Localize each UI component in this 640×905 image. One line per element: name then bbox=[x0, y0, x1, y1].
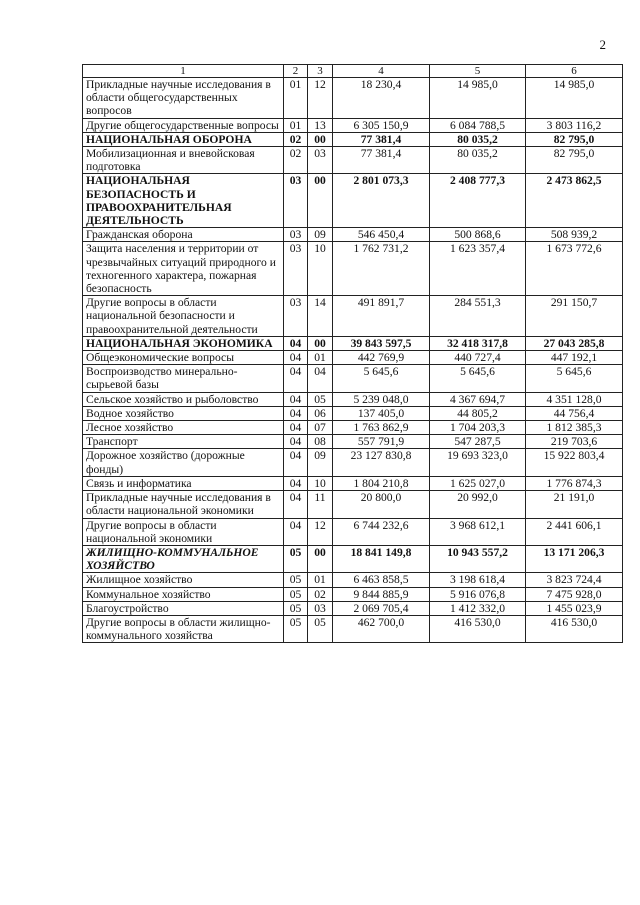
value-cell: 1 763 862,9 bbox=[333, 421, 430, 435]
value-cell: 557 791,9 bbox=[333, 435, 430, 449]
value-cell: 80 035,2 bbox=[430, 132, 526, 146]
table-row bbox=[83, 228, 623, 242]
table-row bbox=[83, 351, 623, 365]
value-cell: 3 198 618,4 bbox=[430, 573, 526, 587]
value-cell: 1 804 210,8 bbox=[333, 476, 430, 490]
value-cell: 1 412 332,0 bbox=[430, 601, 526, 615]
subsection-code-cell: 09 bbox=[308, 228, 333, 242]
value-cell: 1 625 027,0 bbox=[430, 476, 526, 490]
budget-table-body bbox=[83, 65, 623, 643]
value-cell: 13 171 206,3 bbox=[526, 545, 623, 572]
value-cell: 6 305 150,9 bbox=[333, 118, 430, 132]
header-cell: 1 bbox=[83, 65, 284, 78]
row-name-cell: Лесное хозяйство bbox=[83, 421, 284, 435]
section-code-cell: 04 bbox=[284, 449, 308, 476]
value-cell: 10 943 557,2 bbox=[430, 545, 526, 572]
subsection-code-cell: 09 bbox=[308, 449, 333, 476]
row-name-cell: Водное хозяйство bbox=[83, 406, 284, 420]
subsection-code-cell: 06 bbox=[308, 406, 333, 420]
value-cell: 5 645,6 bbox=[526, 365, 623, 392]
value-cell: 416 530,0 bbox=[526, 615, 623, 642]
subsection-code-cell: 03 bbox=[308, 147, 333, 174]
value-cell: 1 623 357,4 bbox=[430, 242, 526, 296]
value-cell: 1 673 772,6 bbox=[526, 242, 623, 296]
row-name-cell: Дорожное хозяйство (дорожные фонды) bbox=[83, 449, 284, 476]
header-cell: 5 bbox=[430, 65, 526, 78]
table-row bbox=[83, 421, 623, 435]
subsection-code-cell: 11 bbox=[308, 491, 333, 518]
value-cell: 3 968 612,1 bbox=[430, 518, 526, 545]
value-cell: 5 645,6 bbox=[333, 365, 430, 392]
value-cell: 284 551,3 bbox=[430, 296, 526, 337]
table-row bbox=[83, 296, 623, 337]
value-cell: 18 230,4 bbox=[333, 78, 430, 119]
value-cell: 462 700,0 bbox=[333, 615, 430, 642]
row-name-cell: Общеэкономические вопросы bbox=[83, 351, 284, 365]
subsection-code-cell: 02 bbox=[308, 587, 333, 601]
row-name-cell: Сельское хозяйство и рыболовство bbox=[83, 392, 284, 406]
value-cell: 7 475 928,0 bbox=[526, 587, 623, 601]
subsection-code-cell: 03 bbox=[308, 601, 333, 615]
value-cell: 6 463 858,5 bbox=[333, 573, 430, 587]
row-name-cell: Другие общегосударственные вопросы bbox=[83, 118, 284, 132]
row-name-cell: НАЦИОНАЛЬНАЯ БЕЗОПАСНОСТЬ И ПРАВООХРАНИТЕЛЬНАЯ ДЕЯТЕЛЬНОСТЬ bbox=[83, 174, 284, 228]
value-cell: 3 803 116,2 bbox=[526, 118, 623, 132]
section-code-cell: 04 bbox=[284, 406, 308, 420]
row-name-cell: ЖИЛИЩНО-КОММУНАЛЬНОЕ ХОЗЯЙСТВО bbox=[83, 545, 284, 572]
value-cell: 20 800,0 bbox=[333, 491, 430, 518]
value-cell: 6 084 788,5 bbox=[430, 118, 526, 132]
table-header-row bbox=[83, 65, 623, 78]
row-name-cell: Другие вопросы в области национальной безопасности и правоохранительной деятельности bbox=[83, 296, 284, 337]
value-cell: 9 844 885,9 bbox=[333, 587, 430, 601]
value-cell: 3 823 724,4 bbox=[526, 573, 623, 587]
section-code-cell: 04 bbox=[284, 518, 308, 545]
value-cell: 27 043 285,8 bbox=[526, 336, 623, 350]
table-row bbox=[83, 491, 623, 518]
value-cell: 15 922 803,4 bbox=[526, 449, 623, 476]
section-code-cell: 05 bbox=[284, 545, 308, 572]
section-code-cell: 04 bbox=[284, 365, 308, 392]
section-code-cell: 03 bbox=[284, 296, 308, 337]
subsection-code-cell: 12 bbox=[308, 78, 333, 119]
subsection-code-cell: 00 bbox=[308, 545, 333, 572]
value-cell: 5 645,6 bbox=[430, 365, 526, 392]
subsection-code-cell: 10 bbox=[308, 476, 333, 490]
section-code-cell: 05 bbox=[284, 573, 308, 587]
table-row bbox=[83, 449, 623, 476]
section-code-cell: 05 bbox=[284, 587, 308, 601]
row-name-cell: Коммунальное хозяйство bbox=[83, 587, 284, 601]
value-cell: 14 985,0 bbox=[526, 78, 623, 119]
table-row bbox=[83, 406, 623, 420]
table-row bbox=[83, 476, 623, 490]
value-cell: 500 868,6 bbox=[430, 228, 526, 242]
subsection-code-cell: 00 bbox=[308, 132, 333, 146]
row-name-cell: Благоустройство bbox=[83, 601, 284, 615]
section-code-cell: 04 bbox=[284, 421, 308, 435]
row-name-cell: Прикладные научные исследования в области общегосударственных вопросов bbox=[83, 78, 284, 119]
table-row bbox=[83, 435, 623, 449]
table-section-row bbox=[83, 132, 623, 146]
value-cell: 21 191,0 bbox=[526, 491, 623, 518]
value-cell: 19 693 323,0 bbox=[430, 449, 526, 476]
table-row bbox=[83, 147, 623, 174]
value-cell: 18 841 149,8 bbox=[333, 545, 430, 572]
value-cell: 2 441 606,1 bbox=[526, 518, 623, 545]
value-cell: 32 418 317,8 bbox=[430, 336, 526, 350]
table-section-row bbox=[83, 545, 623, 572]
header-cell: 2 bbox=[284, 65, 308, 78]
value-cell: 1 812 385,3 bbox=[526, 421, 623, 435]
section-code-cell: 01 bbox=[284, 78, 308, 119]
value-cell: 508 939,2 bbox=[526, 228, 623, 242]
table-row bbox=[83, 118, 623, 132]
subsection-code-cell: 14 bbox=[308, 296, 333, 337]
value-cell: 440 727,4 bbox=[430, 351, 526, 365]
value-cell: 447 192,1 bbox=[526, 351, 623, 365]
subsection-code-cell: 01 bbox=[308, 351, 333, 365]
subsection-code-cell: 12 bbox=[308, 518, 333, 545]
section-code-cell: 04 bbox=[284, 491, 308, 518]
section-code-cell: 03 bbox=[284, 228, 308, 242]
table-row bbox=[83, 78, 623, 119]
value-cell: 547 287,5 bbox=[430, 435, 526, 449]
subsection-code-cell: 00 bbox=[308, 336, 333, 350]
table-row bbox=[83, 365, 623, 392]
row-name-cell: Другие вопросы в области жилищно-коммунального хозяйства bbox=[83, 615, 284, 642]
table-row bbox=[83, 587, 623, 601]
value-cell: 80 035,2 bbox=[430, 147, 526, 174]
subsection-code-cell: 10 bbox=[308, 242, 333, 296]
value-cell: 39 843 597,5 bbox=[333, 336, 430, 350]
table-section-row bbox=[83, 174, 623, 228]
section-code-cell: 04 bbox=[284, 351, 308, 365]
header-cell: 6 bbox=[526, 65, 623, 78]
row-name-cell: Жилищное хозяйство bbox=[83, 573, 284, 587]
value-cell: 2 473 862,5 bbox=[526, 174, 623, 228]
value-cell: 5 916 076,8 bbox=[430, 587, 526, 601]
value-cell: 77 381,4 bbox=[333, 147, 430, 174]
table-row bbox=[83, 615, 623, 642]
section-code-cell: 04 bbox=[284, 435, 308, 449]
value-cell: 219 703,6 bbox=[526, 435, 623, 449]
row-name-cell: НАЦИОНАЛЬНАЯ ОБОРОНА bbox=[83, 132, 284, 146]
value-cell: 2 801 073,3 bbox=[333, 174, 430, 228]
section-code-cell: 02 bbox=[284, 132, 308, 146]
value-cell: 82 795,0 bbox=[526, 147, 623, 174]
page-number: 2 bbox=[599, 37, 606, 52]
value-cell: 416 530,0 bbox=[430, 615, 526, 642]
value-cell: 82 795,0 bbox=[526, 132, 623, 146]
value-cell: 77 381,4 bbox=[333, 132, 430, 146]
value-cell: 1 762 731,2 bbox=[333, 242, 430, 296]
value-cell: 44 756,4 bbox=[526, 406, 623, 420]
header-cell: 3 bbox=[308, 65, 333, 78]
row-name-cell: Воспроизводство минерально-сырьевой базы bbox=[83, 365, 284, 392]
value-cell: 5 239 048,0 bbox=[333, 392, 430, 406]
section-code-cell: 05 bbox=[284, 615, 308, 642]
subsection-code-cell: 05 bbox=[308, 392, 333, 406]
table-row bbox=[83, 601, 623, 615]
value-cell: 14 985,0 bbox=[430, 78, 526, 119]
row-name-cell: Мобилизационная и вневойсковая подготовка bbox=[83, 147, 284, 174]
value-cell: 137 405,0 bbox=[333, 406, 430, 420]
value-cell: 4 351 128,0 bbox=[526, 392, 623, 406]
value-cell: 546 450,4 bbox=[333, 228, 430, 242]
value-cell: 291 150,7 bbox=[526, 296, 623, 337]
section-code-cell: 04 bbox=[284, 392, 308, 406]
row-name-cell: Прикладные научные исследования в области национальной экономики bbox=[83, 491, 284, 518]
value-cell: 44 805,2 bbox=[430, 406, 526, 420]
section-code-cell: 04 bbox=[284, 336, 308, 350]
value-cell: 1 455 023,9 bbox=[526, 601, 623, 615]
section-code-cell: 05 bbox=[284, 601, 308, 615]
section-code-cell: 04 bbox=[284, 476, 308, 490]
subsection-code-cell: 08 bbox=[308, 435, 333, 449]
value-cell: 1 704 203,3 bbox=[430, 421, 526, 435]
value-cell: 2 408 777,3 bbox=[430, 174, 526, 228]
subsection-code-cell: 00 bbox=[308, 174, 333, 228]
subsection-code-cell: 07 bbox=[308, 421, 333, 435]
row-name-cell: Связь и информатика bbox=[83, 476, 284, 490]
table-row bbox=[83, 242, 623, 296]
table-section-row bbox=[83, 336, 623, 350]
value-cell: 491 891,7 bbox=[333, 296, 430, 337]
section-code-cell: 02 bbox=[284, 147, 308, 174]
row-name-cell: Транспорт bbox=[83, 435, 284, 449]
value-cell: 442 769,9 bbox=[333, 351, 430, 365]
value-cell: 23 127 830,8 bbox=[333, 449, 430, 476]
row-name-cell: Гражданская оборона bbox=[83, 228, 284, 242]
value-cell: 20 992,0 bbox=[430, 491, 526, 518]
subsection-code-cell: 04 bbox=[308, 365, 333, 392]
value-cell: 1 776 874,3 bbox=[526, 476, 623, 490]
section-code-cell: 03 bbox=[284, 174, 308, 228]
row-name-cell: Другие вопросы в области национальной экономики bbox=[83, 518, 284, 545]
header-cell: 4 bbox=[333, 65, 430, 78]
table-row bbox=[83, 573, 623, 587]
section-code-cell: 01 bbox=[284, 118, 308, 132]
subsection-code-cell: 13 bbox=[308, 118, 333, 132]
value-cell: 6 744 232,6 bbox=[333, 518, 430, 545]
row-name-cell: НАЦИОНАЛЬНАЯ ЭКОНОМИКА bbox=[83, 336, 284, 350]
value-cell: 4 367 694,7 bbox=[430, 392, 526, 406]
subsection-code-cell: 05 bbox=[308, 615, 333, 642]
subsection-code-cell: 01 bbox=[308, 573, 333, 587]
table-row bbox=[83, 518, 623, 545]
budget-table bbox=[82, 64, 623, 643]
table-row bbox=[83, 392, 623, 406]
row-name-cell: Защита населения и территории от чрезвычайных ситуаций природного и техногенного характера, пожарная безопасность bbox=[83, 242, 284, 296]
value-cell: 2 069 705,4 bbox=[333, 601, 430, 615]
section-code-cell: 03 bbox=[284, 242, 308, 296]
